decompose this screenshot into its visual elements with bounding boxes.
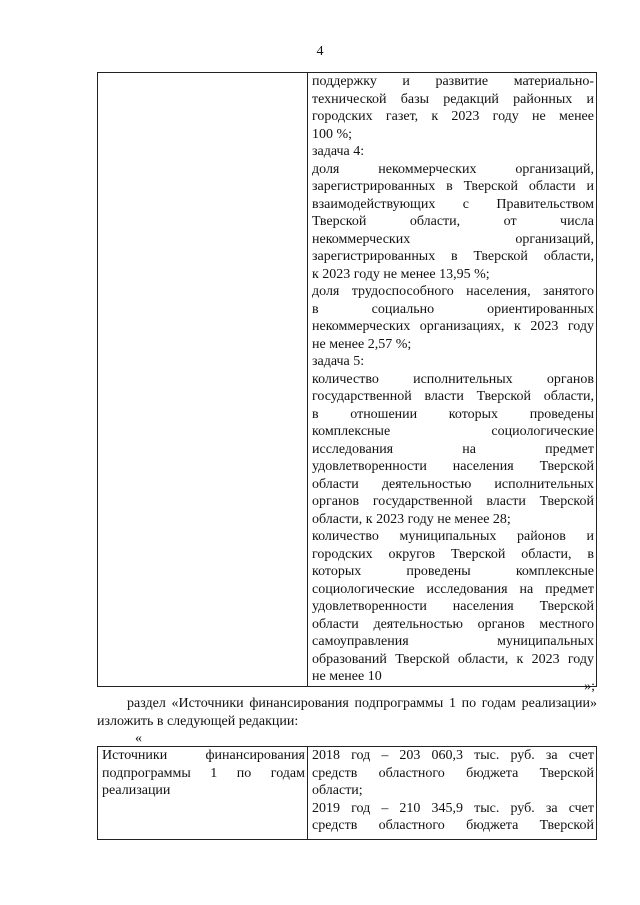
- financing-sources-table: [97, 746, 597, 840]
- text-line: области, к 2023 году не менее 28;: [312, 511, 511, 527]
- amendment-paragraph: раздел «Источники финансирования подпрограммы 1 по годам реализации» изложить в следующей редакции:: [97, 696, 597, 729]
- text-line: удовлетворенности населения Тверской: [312, 459, 594, 474]
- text-line: средств областного бюджета Тверской: [312, 765, 594, 781]
- text-line: 2019 год – 210 345,9 тыс. руб. за счет: [312, 800, 594, 816]
- text-line: 2018 год – 203 060,3 тыс. руб. за счет: [312, 748, 594, 763]
- opening-quote: «: [135, 731, 142, 746]
- table2-right-cell: [308, 747, 597, 840]
- text-line: доля некоммерческих организаций,: [312, 161, 594, 177]
- text-line: в отношении которых проведены: [312, 406, 594, 422]
- table2-right-text: [312, 747, 594, 839]
- financing-sources-label: Источники финансирования подпрограммы 1 по годам реализации: [102, 748, 305, 798]
- text-line: некоммерческих организациях, к 2023 году: [312, 319, 594, 334]
- text-line: поддержку и развитие материально-: [312, 74, 594, 89]
- text-line: к 2023 году не менее 13,95 %;: [312, 266, 490, 282]
- text-line: образований Тверской области, к 2023 году: [312, 651, 594, 667]
- text-line: исследования на предмет: [312, 441, 594, 457]
- table1-left-cell: [98, 73, 308, 687]
- text-line: технической базы редакций районных и: [312, 91, 594, 107]
- table2-left-cell: [98, 747, 308, 840]
- text-line: городских газет, к 2023 году не менее: [312, 109, 594, 124]
- text-line: количество муниципальных районов и: [312, 529, 594, 544]
- text-line: средств областного бюджета Тверской: [312, 818, 594, 833]
- text-line: задача 5:: [312, 354, 365, 369]
- text-line: государственной власти Тверской области,: [312, 389, 594, 404]
- text-line: комплексные социологические: [312, 424, 594, 439]
- subprogram-indicators-table: [97, 72, 597, 687]
- text-line: городских округов Тверской области, в: [312, 546, 594, 562]
- table1-right-cell: [308, 73, 597, 687]
- text-line: области;: [312, 783, 363, 798]
- text-line: не менее 10: [312, 669, 382, 684]
- text-line: зарегистрированных в Тверской области и: [312, 179, 594, 194]
- text-line: доля трудоспособного населения, занятого: [312, 284, 594, 299]
- text-line: органов государственной власти Тверской: [312, 494, 594, 509]
- text-line: удовлетворенности населения Тверской: [312, 599, 594, 614]
- text-line: 100 %;: [312, 126, 353, 142]
- closing-quote: »;: [584, 679, 595, 694]
- text-line: области деятельностью исполнительных: [312, 476, 594, 492]
- text-line: количество исполнительных органов: [312, 371, 594, 387]
- text-line: Тверской области, от числа: [312, 214, 594, 229]
- text-line: которых проведены комплексные: [312, 564, 594, 579]
- text-line: не менее 2,57 %;: [312, 336, 412, 352]
- text-line: самоуправления муниципальных: [312, 634, 594, 649]
- text-line: некоммерческих организаций,: [312, 231, 594, 247]
- table1-right-text: [312, 73, 594, 686]
- text-line: зарегистрированных в Тверской области,: [312, 249, 594, 264]
- text-line: социологические исследования на предмет: [312, 581, 594, 597]
- text-line: в социально ориентированных: [312, 301, 594, 317]
- text-line: области деятельностью органов местного: [312, 616, 594, 632]
- text-line: взаимодействующих с Правительством: [312, 196, 594, 212]
- page-number: 4: [316, 44, 324, 59]
- text-line: задача 4:: [312, 144, 365, 159]
